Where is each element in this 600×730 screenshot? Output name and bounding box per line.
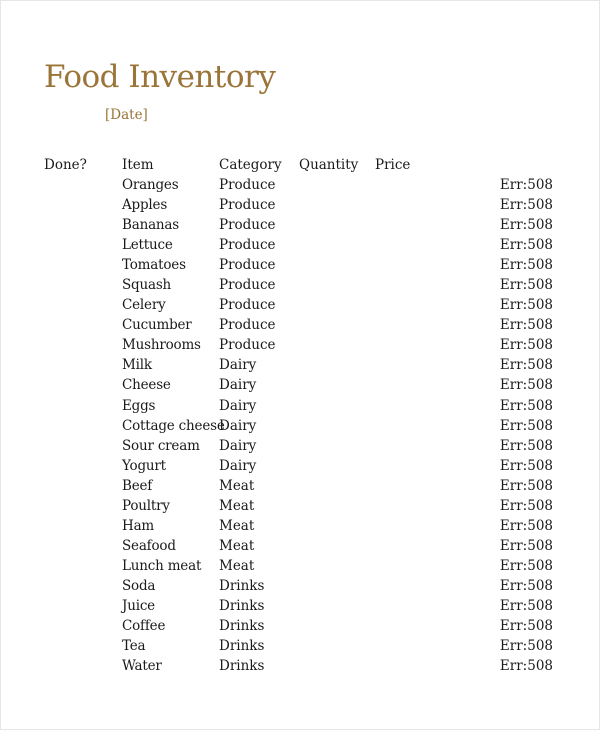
category-cell[interactable]: Drinks bbox=[219, 597, 265, 614]
item-cell[interactable]: Cucumber bbox=[122, 317, 192, 334]
table-row bbox=[1, 638, 600, 658]
table-row bbox=[1, 618, 600, 638]
table-row bbox=[1, 458, 600, 478]
item-cell[interactable]: Lunch meat bbox=[122, 557, 202, 574]
category-cell[interactable]: Drinks bbox=[219, 577, 265, 594]
category-cell[interactable]: Dairy bbox=[219, 397, 257, 414]
table-row bbox=[1, 578, 600, 598]
table-row bbox=[1, 297, 600, 317]
item-cell[interactable]: Water bbox=[122, 658, 162, 675]
table-row bbox=[1, 538, 600, 558]
category-cell[interactable]: Meat bbox=[219, 477, 255, 494]
item-cell[interactable]: Oranges bbox=[122, 177, 179, 193]
table-row bbox=[1, 418, 600, 438]
category-cell[interactable]: Produce bbox=[219, 337, 276, 354]
table-row bbox=[1, 598, 600, 618]
total-cell: Err:508 bbox=[499, 237, 553, 254]
item-cell[interactable]: Seafood bbox=[122, 537, 176, 554]
total-cell: Err:508 bbox=[499, 417, 553, 434]
total-cell: Err:508 bbox=[499, 597, 553, 614]
total-cell: Err:508 bbox=[499, 177, 553, 193]
table-row bbox=[1, 658, 600, 678]
header-item: Item bbox=[122, 157, 154, 173]
total-cell: Err:508 bbox=[499, 457, 553, 474]
header-done: Done? bbox=[44, 157, 87, 173]
header-price: Price bbox=[375, 157, 411, 173]
total-cell: Err:508 bbox=[499, 517, 553, 534]
table-row bbox=[1, 478, 600, 498]
table-row bbox=[1, 377, 600, 397]
document-title: Food Inventory bbox=[44, 59, 276, 95]
category-cell[interactable]: Produce bbox=[219, 197, 276, 214]
table-row bbox=[1, 357, 600, 377]
total-cell: Err:508 bbox=[499, 638, 553, 655]
table-row bbox=[1, 518, 600, 538]
category-cell[interactable]: Produce bbox=[219, 177, 276, 193]
category-cell[interactable]: Dairy bbox=[219, 377, 257, 394]
total-cell: Err:508 bbox=[499, 437, 553, 454]
item-cell[interactable]: Ham bbox=[122, 517, 155, 534]
item-cell[interactable]: Mushrooms bbox=[122, 337, 201, 354]
item-cell[interactable]: Lettuce bbox=[122, 237, 173, 254]
item-cell[interactable]: Celery bbox=[122, 297, 166, 314]
category-cell[interactable]: Produce bbox=[219, 237, 276, 254]
item-cell[interactable]: Yogurt bbox=[122, 457, 166, 474]
table-row bbox=[1, 257, 600, 277]
total-cell: Err:508 bbox=[499, 197, 553, 214]
total-cell: Err:508 bbox=[499, 377, 553, 394]
item-cell[interactable]: Poultry bbox=[122, 497, 170, 514]
table-row bbox=[1, 337, 600, 357]
category-cell[interactable]: Dairy bbox=[219, 437, 257, 454]
item-cell[interactable]: Sour cream bbox=[122, 437, 200, 454]
item-cell[interactable]: Milk bbox=[122, 357, 152, 374]
table-row bbox=[1, 317, 600, 337]
category-cell[interactable]: Meat bbox=[219, 557, 255, 574]
item-cell[interactable]: Soda bbox=[122, 577, 156, 594]
category-cell[interactable]: Dairy bbox=[219, 457, 257, 474]
total-cell: Err:508 bbox=[499, 557, 553, 574]
item-cell[interactable]: Tea bbox=[122, 638, 146, 655]
total-cell: Err:508 bbox=[499, 397, 553, 414]
item-cell[interactable]: Coffee bbox=[122, 618, 166, 635]
table-row bbox=[1, 217, 600, 237]
total-cell: Err:508 bbox=[499, 277, 553, 294]
item-cell[interactable]: Tomatoes bbox=[122, 257, 186, 274]
total-cell: Err:508 bbox=[499, 618, 553, 635]
table-header bbox=[1, 157, 600, 177]
table-row bbox=[1, 237, 600, 257]
table-row bbox=[1, 558, 600, 578]
category-cell[interactable]: Produce bbox=[219, 317, 276, 334]
category-cell[interactable]: Produce bbox=[219, 217, 276, 234]
category-cell[interactable]: Drinks bbox=[219, 638, 265, 655]
total-cell: Err:508 bbox=[499, 257, 553, 274]
total-cell: Err:508 bbox=[499, 217, 553, 234]
table-row bbox=[1, 177, 600, 197]
table-row bbox=[1, 438, 600, 458]
category-cell[interactable]: Meat bbox=[219, 497, 255, 514]
item-cell[interactable]: Apples bbox=[122, 197, 168, 214]
item-cell[interactable]: Cheese bbox=[122, 377, 171, 394]
category-cell[interactable]: Drinks bbox=[219, 658, 265, 675]
item-cell[interactable]: Squash bbox=[122, 277, 172, 294]
item-cell[interactable]: Juice bbox=[122, 597, 155, 614]
total-cell: Err:508 bbox=[499, 497, 553, 514]
total-cell: Err:508 bbox=[499, 477, 553, 494]
category-cell[interactable]: Produce bbox=[219, 257, 276, 274]
category-cell[interactable]: Dairy bbox=[219, 357, 257, 374]
table-row bbox=[1, 498, 600, 518]
category-cell[interactable]: Produce bbox=[219, 277, 276, 294]
item-cell[interactable]: Eggs bbox=[122, 397, 156, 414]
total-cell: Err:508 bbox=[499, 337, 553, 354]
header-quantity: Quantity bbox=[299, 157, 359, 173]
table-row bbox=[1, 197, 600, 217]
total-cell: Err:508 bbox=[499, 537, 553, 554]
total-cell: Err:508 bbox=[499, 577, 553, 594]
category-cell[interactable]: Drinks bbox=[219, 618, 265, 635]
category-cell[interactable]: Meat bbox=[219, 517, 255, 534]
total-cell: Err:508 bbox=[499, 317, 553, 334]
table-row bbox=[1, 398, 600, 418]
total-cell: Err:508 bbox=[499, 357, 553, 374]
inventory-table-body bbox=[1, 177, 600, 678]
item-cell[interactable]: Cottage cheese bbox=[122, 417, 225, 434]
total-cell: Err:508 bbox=[499, 297, 553, 314]
category-cell[interactable]: Meat bbox=[219, 537, 255, 554]
header-category: Category bbox=[219, 157, 282, 173]
category-cell[interactable]: Produce bbox=[219, 297, 276, 314]
item-cell[interactable]: Bananas bbox=[122, 217, 179, 234]
date-field[interactable]: [Date] bbox=[105, 107, 148, 123]
item-cell[interactable]: Beef bbox=[122, 477, 153, 494]
category-cell[interactable]: Dairy bbox=[219, 417, 257, 434]
total-cell: Err:508 bbox=[499, 658, 553, 675]
table-row bbox=[1, 277, 600, 297]
